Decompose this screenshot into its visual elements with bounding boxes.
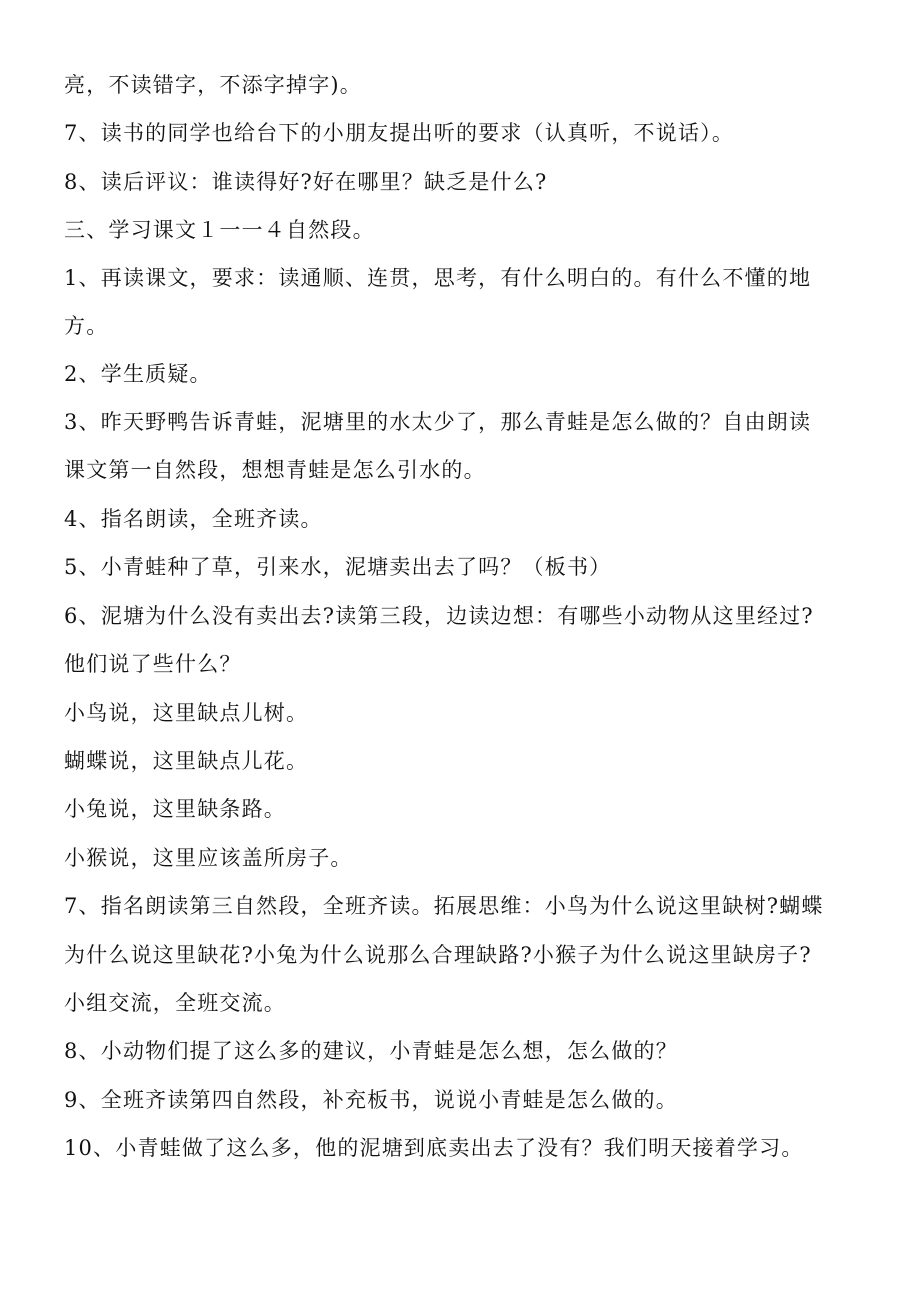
text-line: 他们说了些什么？ bbox=[64, 652, 242, 676]
text-line: 亮，不读错字，不添字掉字)。 bbox=[64, 73, 362, 97]
text-line: 为什么说这里缺花?小兔为什么说那么合理缺路?小猴子为什么说这里缺房子? bbox=[64, 943, 812, 967]
text-line: 10、小青蛙做了这么多，他的泥塘到底卖出去了没有？我们明天接着学习。 bbox=[64, 1136, 804, 1160]
text-line: 1、再读课文，要求：读通顺、连贯，思考，有什么明白的。有什么不懂的地 bbox=[64, 266, 812, 290]
text-line: 3、昨天野鸭告诉青蛙，泥塘里的水太少了，那么青蛙是怎么做的？自由朗读 bbox=[64, 410, 812, 434]
text-line: 7、指名朗读第三自然段，全班齐读。拓展思维：小鸟为什么说这里缺树?蝴蝶 bbox=[64, 894, 824, 918]
text-line: 小组交流，全班交流。 bbox=[64, 991, 286, 1015]
text-line: 小猴说，这里应该盖所房子。 bbox=[64, 846, 353, 870]
text-line: 9、全班齐读第四自然段，补充板书，说说小青蛙是怎么做的。 bbox=[64, 1088, 678, 1112]
text-line: 蝴蝶说，这里缺点儿花。 bbox=[64, 749, 309, 773]
text-line: 5、小青蛙种了草，引来水，泥塘卖出去了吗？（板书） bbox=[64, 555, 612, 579]
text-line: 6、泥塘为什么没有卖出去?读第三段，边读边想：有哪些小动物从这里经过? bbox=[64, 604, 814, 628]
text-line: 2、学生质疑。 bbox=[64, 362, 212, 386]
text-line: 课文第一自然段，想想青蛙是怎么引水的。 bbox=[64, 458, 486, 482]
text-line: 8、小动物们提了这么多的建议，小青蛙是怎么想，怎么做的？ bbox=[64, 1039, 678, 1063]
text-line: 7、读书的同学也给台下的小朋友提出听的要求（认真听，不说话）。 bbox=[64, 121, 735, 145]
text-line: 方。 bbox=[64, 314, 109, 338]
text-line: 小兔说，这里缺条路。 bbox=[64, 797, 286, 821]
text-line: 4、指名朗读，全班齐读。 bbox=[64, 507, 323, 531]
text-line: 8、读后评议：谁读得好?好在哪里？缺乏是什么? bbox=[64, 170, 548, 194]
section-heading: 三、学习课文１一一４自然段。 bbox=[64, 218, 375, 242]
text-line: 小鸟说，这里缺点儿树。 bbox=[64, 701, 309, 725]
